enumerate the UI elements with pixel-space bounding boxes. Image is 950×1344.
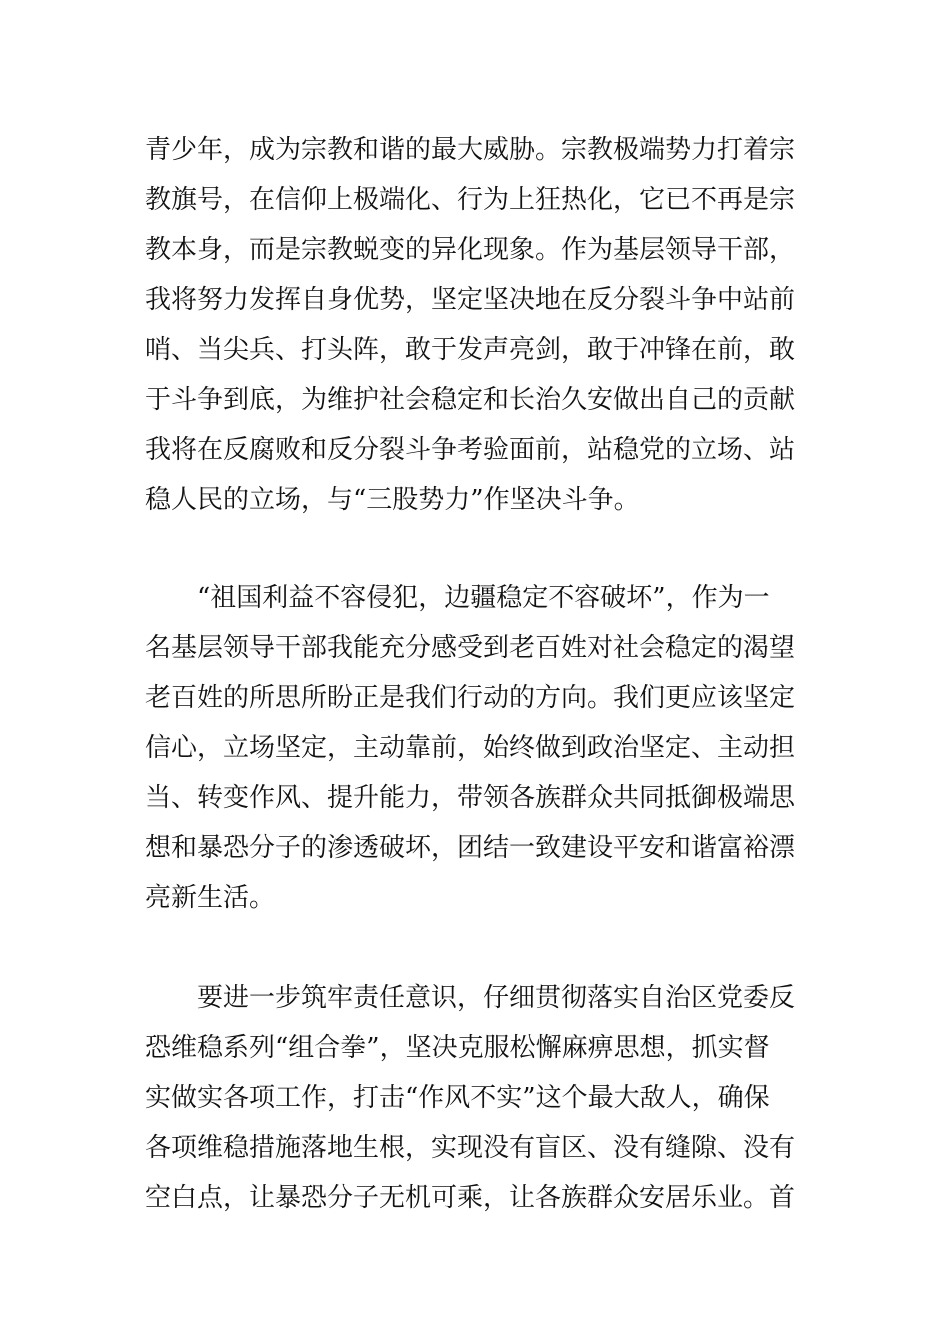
paragraph-line: “祖国利益不容侵犯，边疆稳定不容破坏”，作为一 <box>197 583 770 613</box>
paragraph-line: 稳人民的立场，与“三股势力”作坚决斗争。 <box>145 485 640 515</box>
paragraph-line: 想和暴恐分子的渗透破坏，团结一致建设平安和谐富裕漂 <box>145 833 796 863</box>
paragraph-line: 亮新生活。 <box>145 883 276 913</box>
paragraph-line: 空白点，让暴恐分子无机可乘，让各族群众安居乐业。首 <box>145 1183 796 1213</box>
paragraph-line: 信心，立场坚定，主动靠前，始终做到政治坚定、主动担 <box>145 733 796 763</box>
paragraph-line: 青少年，成为宗教和谐的最大威胁。宗教极端势力打着宗 <box>145 135 796 165</box>
paragraph-line: 要进一步筑牢责任意识，仔细贯彻落实自治区党委反 <box>197 983 796 1013</box>
paragraph-line: 教本身，而是宗教蜕变的异化现象。作为基层领导干部， <box>145 235 796 265</box>
paragraph-line: 我将努力发挥自身优势，坚定坚决地在反分裂斗争中站前 <box>145 285 796 315</box>
paragraph-line: 各项维稳措施落地生根，实现没有盲区、没有缝隙、没有 <box>145 1133 796 1163</box>
paragraph-line: 实做实各项工作，打击“作风不实”这个最大敌人，确保 <box>145 1083 770 1113</box>
paragraph-line: 于斗争到底，为维护社会稳定和长治久安做出自己的贡献 <box>145 385 796 415</box>
paragraph-line: 当、转变作风、提升能力，带领各族群众共同抵御极端思 <box>145 783 796 813</box>
paragraph-line: 哨、当尖兵、打头阵，敢于发声亮剑，敢于冲锋在前，敢 <box>145 335 796 365</box>
paragraph-line: 老百姓的所思所盼正是我们行动的方向。我们更应该坚定 <box>145 683 796 713</box>
paragraph-line: 恐维稳系列“组合拳”，坚决克服松懈麻痹思想，抓实督 <box>145 1033 770 1063</box>
paragraph-line: 名基层领导干部我能充分感受到老百姓对社会稳定的渴望 <box>145 633 796 663</box>
paragraph-line: 我将在反腐败和反分裂斗争考验面前，站稳党的立场、站 <box>145 435 796 465</box>
paragraph-line: 教旗号，在信仰上极端化、行为上狂热化，它已不再是宗 <box>145 185 796 215</box>
